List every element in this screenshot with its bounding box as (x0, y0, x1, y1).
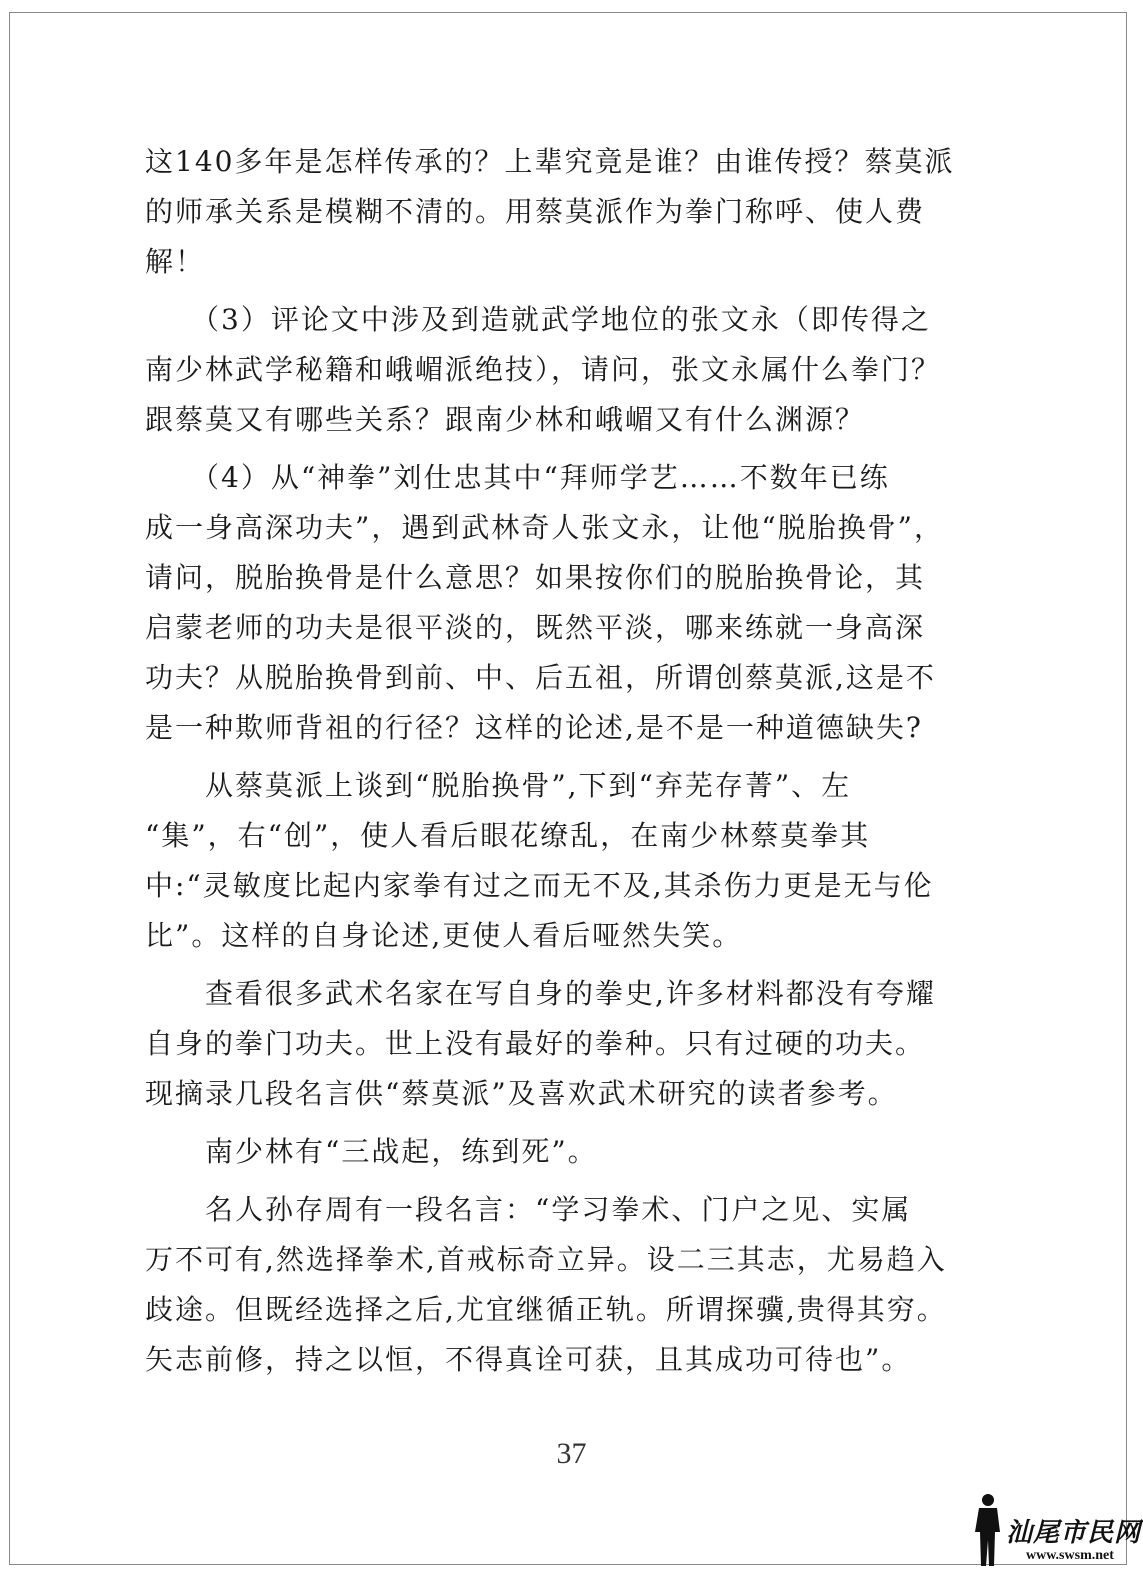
paragraph-6 (145, 1127, 997, 1177)
text-line: “集”，右“创”，使人看后眼花缭乱，在南少林蔡莫拳其 (145, 819, 871, 852)
text-line: 矢志前修，持之以恒，不得真诠可获，且其成功可待也”。 (145, 1343, 912, 1376)
text-line: 是一种欺师背祖的行径？这样的论述,是不是一种道德缺失? (145, 711, 923, 744)
paragraph-3 (145, 453, 997, 753)
paragraph-2 (145, 295, 997, 445)
text-line: 南少林有“三战起，练到死”。 (145, 1135, 598, 1168)
text-line: 解！ (145, 245, 206, 278)
text-line: 自身的拳门功夫。世上没有最好的拳种。只有过硬的功夫。 (145, 1027, 926, 1060)
text-line: 这140多年是怎样传承的？上辈究竟是谁？由谁传授？蔡莫派 (145, 145, 955, 178)
text-line: 的师承关系是模糊不清的。用蔡莫派作为拳门称呼、使人费 (145, 195, 926, 228)
watermark-url: www.swsm.net (1026, 1548, 1114, 1563)
text-line: 跟蔡莫又有哪些关系？跟南少林和峨嵋又有什么渊源？ (145, 403, 866, 436)
watermark (970, 1490, 1140, 1570)
person-silhouette-icon (970, 1492, 1010, 1568)
page-number: 37 (556, 1437, 587, 1470)
paragraph-7 (145, 1185, 997, 1385)
text-line: 请问，脱胎换骨是什么意思？如果按你们的脱胎换骨论，其 (145, 561, 926, 594)
text-line: （3）评论文中涉及到造就武学地位的张文永（即传得之 (145, 303, 931, 336)
text-line: 现摘录几段名言供“蔡莫派”及喜欢武术研究的读者参考。 (145, 1077, 898, 1110)
text-line: 南少林武学秘籍和峨嵋派绝技），请问，张文永属什么拳门？ (145, 353, 942, 386)
text-line: 启蒙老师的功夫是很平淡的，既然平淡，哪来练就一身高深 (145, 611, 926, 644)
text-line: 名人孙存周有一段名言：“学习拳术、门户之见、实属 (145, 1193, 912, 1226)
text-line: 成一身高深功夫”，遇到武林奇人张文永，让他“脱胎换骨”， (145, 511, 944, 544)
paragraph-4 (145, 761, 997, 961)
text-line: （4）从“神拳”刘仕忠其中“拜师学艺……不数年已练 (145, 461, 890, 494)
watermark-title: 汕尾市民网 (1006, 1518, 1142, 1548)
text-line: 中:“灵敏度比起内家拳有过之而无不及,其杀伤力更是无与伦 (145, 869, 934, 902)
text-line: 比”。这样的自身论述,更使人看后哑然失笑。 (145, 919, 743, 952)
text-line: 歧途。但既经选择之后,尤宜继循正轨。所谓探骥,贵得其穷。 (145, 1293, 947, 1326)
body-text (145, 137, 997, 1385)
text-line: 功夫？从脱胎换骨到前、中、后五祖，所谓创蔡莫派,这是不 (145, 661, 936, 694)
text-line: 万不可有,然选择拳术,首戒标奇立异。设二三其志，尤易趋入 (145, 1243, 947, 1276)
paragraph-1 (145, 137, 997, 287)
text-line: 从蔡莫派上谈到“脱胎换骨”,下到“弃芜存菁”、左 (145, 769, 852, 802)
paragraph-5 (145, 969, 997, 1119)
text-line: 查看很多武术名家在写自身的拳史,许多材料都没有夸耀 (145, 977, 936, 1010)
